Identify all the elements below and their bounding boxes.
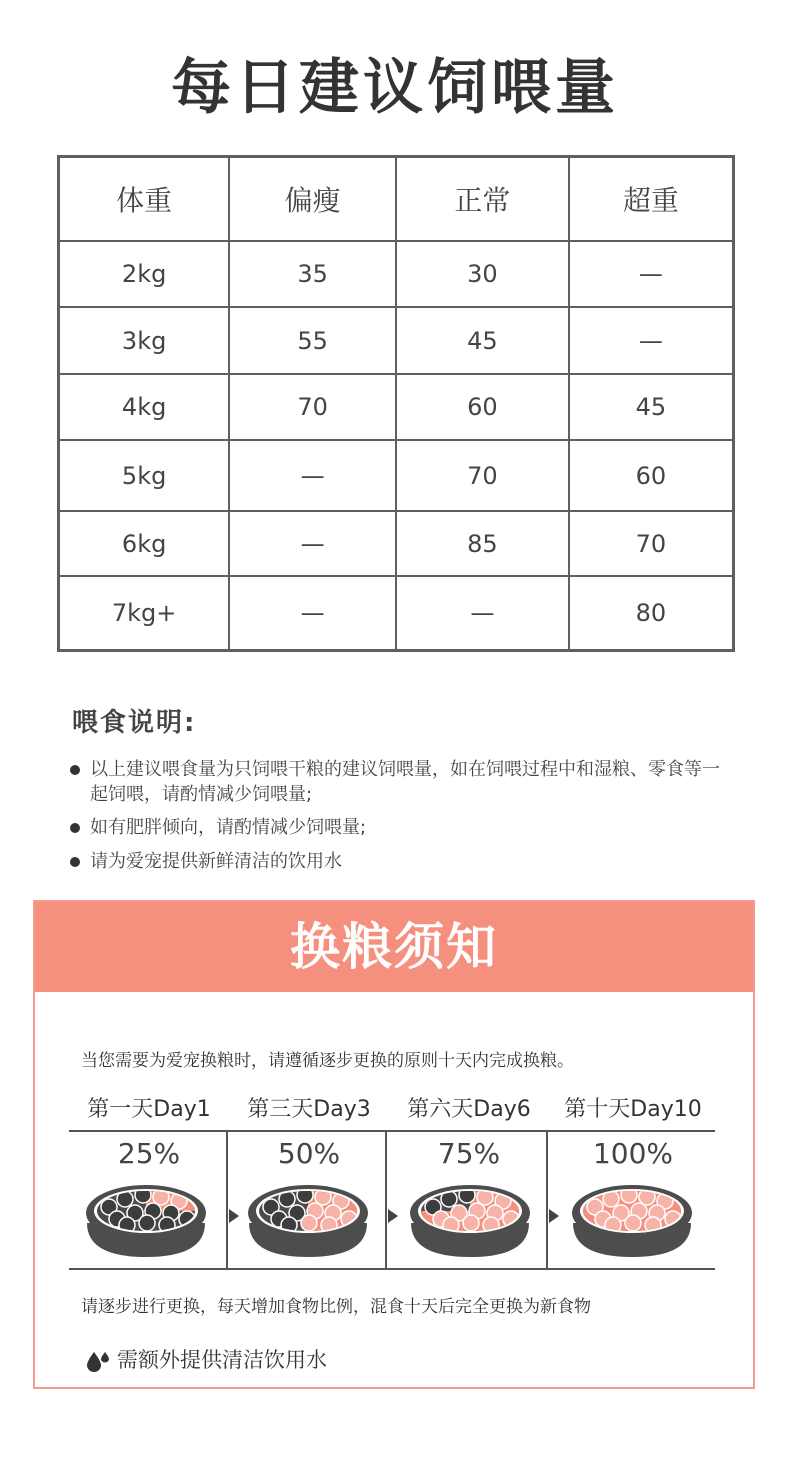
- food-bowl-icon: [243, 1167, 373, 1259]
- cell-weight: 6kg: [59, 511, 230, 576]
- stage-cell: [229, 1131, 387, 1268]
- day-labels: [69, 1092, 715, 1124]
- cell-normal: 45: [396, 307, 569, 374]
- stage-cell: [389, 1131, 549, 1268]
- cell-normal: 60: [396, 374, 569, 440]
- cell-thin: 55: [229, 307, 396, 374]
- list-item: [68, 849, 728, 874]
- table-row: [59, 511, 734, 576]
- cell-normal: —: [396, 576, 569, 650]
- table-row: [59, 440, 734, 511]
- header-normal: 正常: [396, 157, 569, 242]
- column-divider: [226, 1131, 228, 1268]
- stage-percent: 100%: [592, 1137, 674, 1170]
- list-item: [68, 815, 728, 840]
- cell-overweight: 60: [569, 440, 734, 511]
- table-row: [59, 374, 734, 440]
- instructions-title: 喂食说明:: [72, 708, 197, 738]
- day-label: 第三天Day3: [247, 1097, 371, 1122]
- header-overweight: 超重: [569, 157, 734, 242]
- cell-thin: —: [229, 576, 396, 650]
- water-drop-icon: [85, 1349, 111, 1373]
- instruction-text: 以上建议喂食量为只饲喂干粮的建议饲喂量，如在饲喂过程中和湿粮、零食等一起饲喂，请酌情减少饲喂量;: [90, 759, 720, 805]
- cell-weight: 2kg: [59, 241, 230, 307]
- header-thin: 偏瘦: [229, 157, 396, 242]
- food-change-header: [35, 902, 753, 992]
- table-row: [59, 241, 734, 307]
- feeding-table: [57, 155, 735, 652]
- stages-row: [69, 1131, 715, 1268]
- food-bowl-icon: [81, 1167, 211, 1259]
- instruction-text: 如有肥胖倾向，请酌情减少饲喂量;: [90, 817, 367, 838]
- food-change-title: 换粮须知: [290, 918, 498, 976]
- cell-normal: 85: [396, 511, 569, 576]
- water-note-text: 需额外提供清洁饮用水: [117, 1348, 327, 1372]
- cell-overweight: 80: [569, 576, 734, 650]
- food-bowl-icon: [567, 1167, 697, 1259]
- cell-normal: 70: [396, 440, 569, 511]
- table-row: [59, 576, 734, 650]
- page-title: 每日建议饲喂量: [171, 53, 619, 123]
- stage-cell: [69, 1131, 227, 1268]
- water-note: [85, 1344, 327, 1374]
- food-change-intro: 当您需要为爱宠换粮时，请遵循逐步更换的原则十天内完成换粮。: [81, 1051, 574, 1071]
- day-label: 第十天Day10: [564, 1097, 702, 1122]
- cell-thin: 70: [229, 374, 396, 440]
- stage-percent: 25%: [117, 1137, 181, 1170]
- bullet-icon: [70, 857, 80, 867]
- cell-weight: 5kg: [59, 440, 230, 511]
- cell-weight: 4kg: [59, 374, 230, 440]
- food-bowl-icon: [405, 1167, 535, 1259]
- cell-thin: 35: [229, 241, 396, 307]
- bullet-icon: [70, 765, 80, 775]
- cell-overweight: 70: [569, 511, 734, 576]
- food-change-note: 请逐步进行更换，每天增加食物比例，混食十天后完全更换为新食物: [81, 1297, 591, 1317]
- column-divider: [546, 1131, 548, 1268]
- day-label: 第六天Day6: [407, 1097, 531, 1122]
- divider-line: [69, 1268, 715, 1270]
- cell-overweight: —: [569, 241, 734, 307]
- list-item: [68, 757, 728, 807]
- bullet-icon: [70, 823, 80, 833]
- instruction-text: 请为爱宠提供新鲜清洁的饮用水: [90, 851, 342, 872]
- table-row: [59, 307, 734, 374]
- cell-weight: 3kg: [59, 307, 230, 374]
- header-weight: 体重: [59, 157, 230, 242]
- cell-thin: —: [229, 511, 396, 576]
- instructions-list: [68, 757, 728, 882]
- day-label: 第一天Day1: [87, 1097, 211, 1122]
- table-header-row: [59, 157, 734, 242]
- food-change-panel: [33, 900, 755, 1389]
- cell-normal: 30: [396, 241, 569, 307]
- cell-thin: —: [229, 440, 396, 511]
- stage-percent: 75%: [437, 1137, 501, 1170]
- cell-overweight: 45: [569, 374, 734, 440]
- cell-weight: 7kg+: [59, 576, 230, 650]
- cell-overweight: —: [569, 307, 734, 374]
- column-divider: [385, 1131, 387, 1268]
- stage-cell: [553, 1131, 715, 1268]
- stage-percent: 50%: [277, 1137, 341, 1170]
